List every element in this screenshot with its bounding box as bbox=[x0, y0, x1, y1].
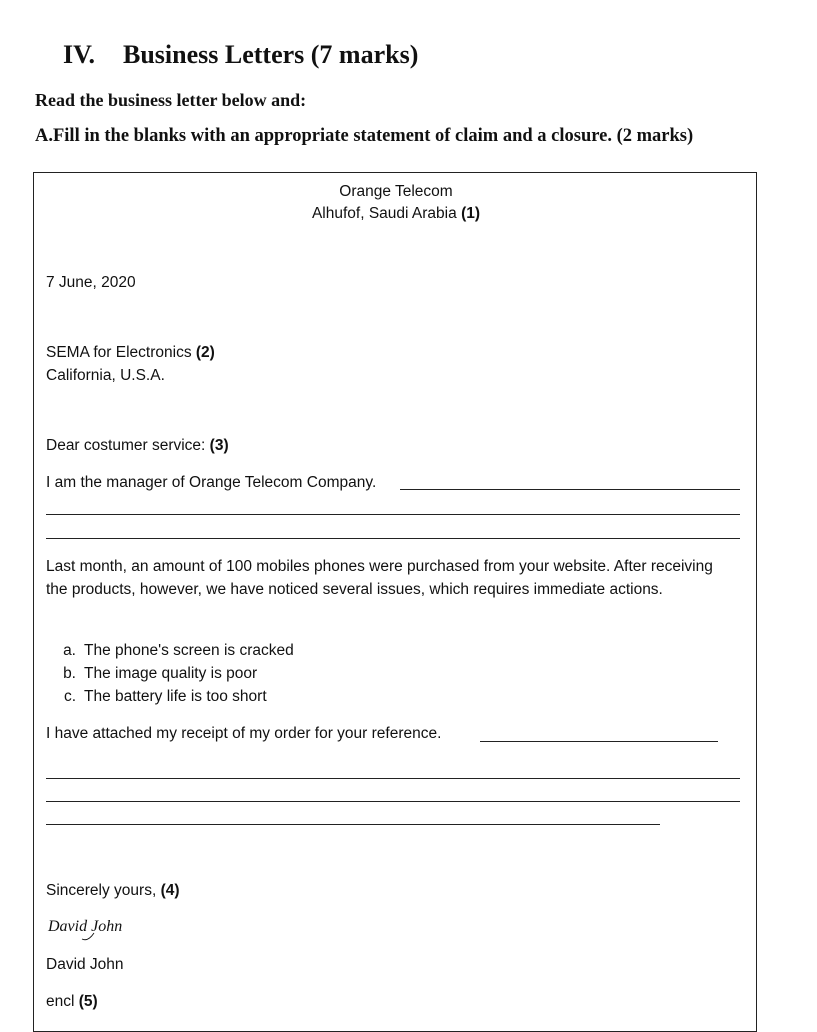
list-item bbox=[48, 640, 294, 662]
list-marker: a. bbox=[63, 642, 76, 659]
blank-line bbox=[480, 741, 718, 742]
section-title bbox=[63, 40, 418, 70]
sender-name: Orange Telecom bbox=[339, 183, 453, 200]
list-marker: b. bbox=[63, 665, 76, 682]
marker-4: (4) bbox=[160, 882, 180, 899]
task-text: A.Fill in the blanks with an appropriate statement of claim and a closure bbox=[35, 126, 608, 146]
signer-name: David John bbox=[46, 956, 124, 973]
signature bbox=[46, 913, 136, 943]
closing-line bbox=[46, 880, 180, 902]
marker-1: (1) bbox=[461, 205, 481, 222]
task-instruction bbox=[35, 126, 693, 147]
list-item bbox=[48, 663, 257, 685]
blank-line bbox=[46, 824, 660, 825]
attachment-line: I have attached my receipt of my order for your reference. bbox=[46, 725, 442, 742]
enclosure: encl bbox=[46, 993, 75, 1010]
enclosure-line bbox=[46, 991, 98, 1013]
recipient-address: California, U.S.A. bbox=[46, 367, 165, 384]
closing: Sincerely yours, bbox=[46, 882, 157, 899]
section-heading: Business Letters (7 marks) bbox=[123, 40, 419, 69]
blank-line bbox=[400, 489, 740, 490]
blank-line bbox=[46, 538, 740, 539]
list-text: The battery life is too short bbox=[84, 688, 267, 705]
sender-address-line bbox=[34, 203, 758, 225]
marker-5: (5) bbox=[78, 993, 98, 1010]
list-marker: c. bbox=[63, 688, 76, 705]
salutation: Dear costumer service: bbox=[46, 437, 206, 454]
letter-box bbox=[33, 172, 757, 1032]
section-number: IV. bbox=[63, 40, 96, 69]
task-marks: . (2 marks) bbox=[607, 126, 694, 146]
body-paragraph: Last month, an amount of 100 mobiles phones were purchased from your website. After receiving the products, however, we have noticed several issues, which requires immediate actions. bbox=[46, 558, 713, 598]
list-text: The image quality is poor bbox=[84, 665, 258, 682]
sender-address: Alhufof, Saudi Arabia bbox=[311, 205, 457, 222]
list-item bbox=[48, 686, 267, 708]
letter-date: 7 June, 2020 bbox=[46, 274, 136, 291]
marker-2: (2) bbox=[195, 344, 215, 361]
marker-3: (3) bbox=[209, 437, 229, 454]
instruction: Read the business letter below and: bbox=[35, 90, 307, 110]
recipient-name-line bbox=[46, 342, 215, 364]
opening-line: I am the manager of Orange Telecom Company. bbox=[46, 474, 377, 491]
signature-text: David John bbox=[48, 918, 123, 935]
salutation-line bbox=[46, 435, 229, 457]
list-text: The phone's screen is cracked bbox=[84, 642, 294, 659]
blank-line bbox=[46, 778, 740, 779]
blank-line bbox=[46, 801, 740, 802]
recipient-name: SEMA for Electronics bbox=[46, 344, 192, 361]
blank-line bbox=[46, 514, 740, 515]
